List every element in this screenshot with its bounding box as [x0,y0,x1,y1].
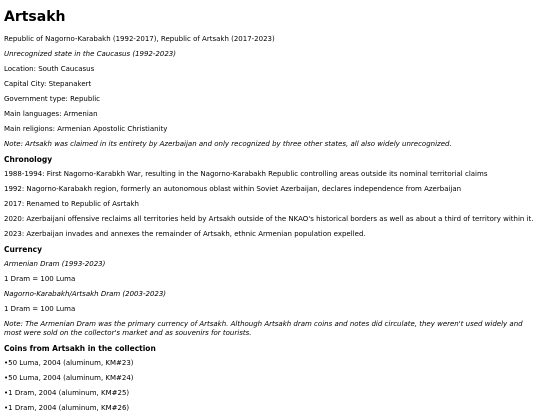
religions-text: Main religions: Armenian Apostolic Christianity [4,125,168,133]
capital-text: Capital City: Stepanakert [4,80,92,88]
chronology-item: 1988-1994: First Nagorno-Karabkh War, resulting in the Nagorno-Karabakh Republic controlling areas outside its nominal territorial claims [4,170,488,178]
coin-list-item: • 1 Dram, 2004 (aluminum, KM#26) [4,404,536,413]
coin-list-item: • 1 Dram, 2004 (aluminum, KM#25) [4,389,536,398]
coins-heading: Coins from Artsakh in the collection [4,344,156,353]
chronology-item: 2020: Azerbaijani offensive reclaims all territories held by Artsakh outside of the NKAO's historical borders as well as about a third of territory within it. [4,215,534,223]
currency-name: Armenian Dram (1993-2023) [4,260,106,268]
coin-list-item: • 50 Luma, 2004 (aluminum, KM#24) [4,374,536,383]
government-text: Government type: Republic [4,95,101,103]
chronology-item: 1992: Nagorno-Karabakh region, formerly an autonomous oblast within Soviet Azerbaijan, declares independence from Azerbaijan [4,185,462,193]
chronology-heading: Chronology [4,155,53,164]
currency-note: Note: The Armenian Dram was the primary currency of Artsakh. Although Artsakh dram coins and notes did circulate, they weren't used widely and most were sold on the collector's market and as souvenirs for tourists. [4,320,523,337]
currency-heading: Currency [4,245,43,254]
chronology-item: 2017: Renamed to Republic of Asrtakh [4,200,139,208]
currency-rate: 1 Dram = 100 Luma [4,275,76,283]
chronology-item: 2023: Azerbaijan invades and annexes the remainder of Artsakh, ethnic Armenian population expelled. [4,230,366,238]
recognition-note: Note: Artsakh was claimed in its entirety by Azerbaijan and only recognized by three other states, all also widely unrecognized. [4,140,452,148]
page [4,0,536,419]
currency-name: Nagorno-Karabakh/Artsakh Dram (2003-2023) [4,290,167,298]
page-title: Artsakh [4,9,66,25]
state-status: Unrecognized state in the Caucasus (1992-2023) [4,50,176,58]
state-names: Republic of Nagorno-Karabakh (1992-2017), Republic of Artsakh (2017-2023) [4,35,275,43]
coin-list-item: • 50 Luma, 2004 (aluminum, KM#23) [4,359,536,368]
languages-text: Main languages: Armenian [4,110,98,118]
currency-rate: 1 Dram = 100 Luma [4,305,76,313]
location-text: Location: South Caucasus [4,65,95,73]
